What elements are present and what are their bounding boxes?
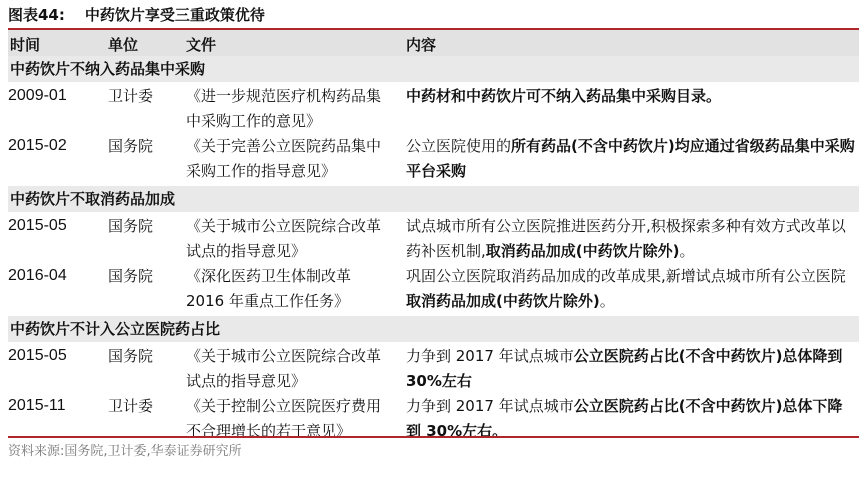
content-text: 公立医院使用的 <box>406 137 512 155</box>
table-row <box>8 214 859 264</box>
row-content <box>406 84 857 109</box>
row-file: 《关于城市公立医院综合改革试点的指导意见》 <box>186 217 382 260</box>
row-file: 《关于完善公立医院药品集中采购工作的指导意见》 <box>186 137 382 180</box>
row-content <box>406 344 857 394</box>
content-text-bold: 所有药品 <box>511 137 572 155</box>
content-text-bold: 公立医院药占比(不含中药饮片)总体降到 30%左右 <box>406 347 843 390</box>
content-text: 巩固公立医院取消药品加成的改革成果,新增试点城市所有公立医院 <box>406 267 846 285</box>
row-unit: 卫计委 <box>108 397 154 415</box>
figure-label: 图表44: <box>8 6 65 24</box>
section-title: 中药饮片不计入公立医院药占比 <box>8 316 859 342</box>
header-time: 时间 <box>10 36 41 54</box>
figure-title-text: 中药饮片享受三重政策优待 <box>84 6 265 24</box>
row-content <box>406 134 857 184</box>
row-date: 2015-11 <box>8 397 66 414</box>
row-date: 2015-02 <box>8 137 67 154</box>
content-text: 试点城市所有公立医院推进医药分开,积极探索多种有效方式改革以药补医机制, <box>406 217 846 260</box>
row-file: 《进一步规范医疗机构药品集中采购工作的意见》 <box>186 87 382 130</box>
content-text: 。 <box>679 242 695 260</box>
header-unit: 单位 <box>108 36 139 54</box>
content-text-bold: 取消药品加成(中药饮片除外) <box>406 292 600 310</box>
row-date: 2016-04 <box>8 267 67 284</box>
content-text-bold: (不含中药饮片)均应通过省级药品集中采购平台采购 <box>406 137 855 180</box>
table-row <box>8 84 859 134</box>
row-unit: 国务院 <box>108 267 154 285</box>
header-file: 文件 <box>186 36 217 54</box>
row-file: 《深化医药卫生体制改革 2016 年重点工作任务》 <box>186 267 352 310</box>
content-text-bold: 中药材和中药饮片可不纳入药品集中采购目录。 <box>406 87 722 105</box>
figure-title <box>8 2 859 30</box>
row-unit: 国务院 <box>108 137 154 155</box>
row-unit: 卫计委 <box>108 87 154 105</box>
section-title: 中药饮片不纳入药品集中采购 <box>8 56 859 82</box>
header-content: 内容 <box>406 36 437 54</box>
content-text: 力争到 2017 年试点城市 <box>406 347 574 365</box>
row-date: 2015-05 <box>8 217 67 234</box>
row-date: 2009-01 <box>8 87 67 104</box>
row-file: 《关于城市公立医院综合改革试点的指导意见》 <box>186 347 382 390</box>
table-row <box>8 264 859 314</box>
row-file: 《关于控制公立医院医疗费用不合理增长的若干意见》 <box>186 397 382 440</box>
row-unit: 国务院 <box>108 347 154 365</box>
table-header <box>8 30 859 56</box>
section-title: 中药饮片不取消药品加成 <box>8 186 859 212</box>
row-content <box>406 264 857 314</box>
table-row <box>8 344 859 394</box>
content-text-bold: 公立医院药占比(不含中药饮片)总体下降到 30%左右。 <box>406 397 843 440</box>
table-row <box>8 134 859 184</box>
content-text-bold: 取消药品加成(中药饮片除外) <box>485 242 680 260</box>
row-date: 2015-05 <box>8 347 67 364</box>
row-unit: 国务院 <box>108 217 154 235</box>
row-content <box>406 214 857 264</box>
content-text: 。 <box>599 292 615 310</box>
source-note: 资料来源:国务院,卫计委,华泰证券研究所 <box>8 436 859 470</box>
content-text: 力争到 2017 年试点城市 <box>406 397 574 415</box>
